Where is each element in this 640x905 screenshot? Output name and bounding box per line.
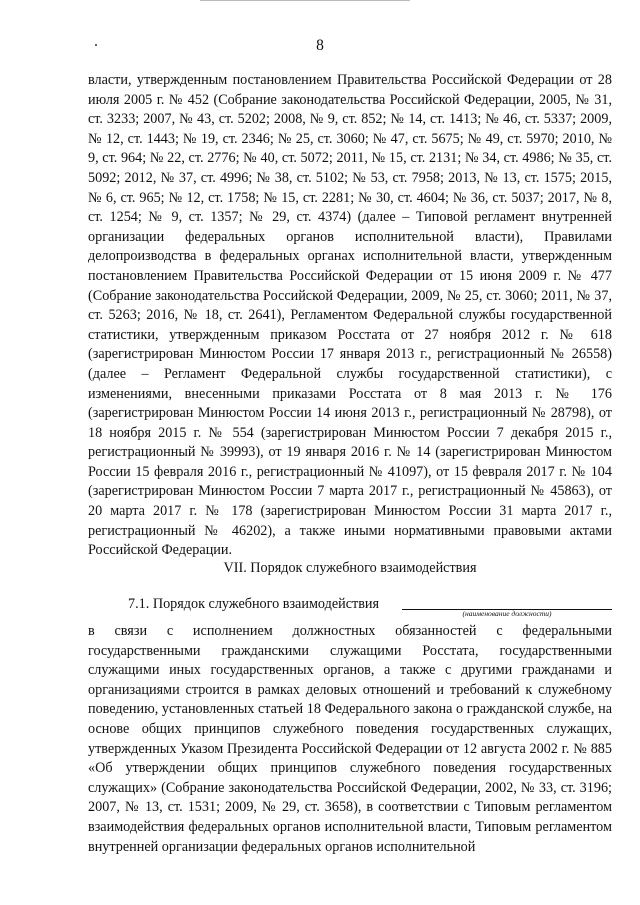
body-text-block [88,71,612,561]
scan-speck [95,44,97,46]
subsection-label: 7.1. Порядок служебного взаимодействия [128,596,380,612]
page-number: 8 [316,37,324,54]
position-name-caption: (наименование должности) [462,609,552,618]
body-text-block-2 [88,622,612,857]
paragraph-2: в связи с исполнением должностных обязанностей с федеральными государственными гражданскими служащими Росстата, государственными служащими иных государственных органов, а также с другими гражданами и организациями строится в рамках деловых отношений и требований к служебному поведению, установленных статьей 18 Федерального закона о гражданской службе, на основе общих принципов служебного поведения государственных служащих, утвержденных Указом Президента Российской Федерации от 12 августа 2002 г. № 885 «Об утверждении общих принципов служебного поведения государственных служащих» (Собрание законодательства Российской Федерации, 2002, № 33, ст. 3196; 2007, № 13, ст. 1531; 2009, № 29, ст. 3658), в соответствии с Типовым регламентом взаимодействия федеральных органов исполнительной власти, Типовым регламентом внутренней организации федеральных органов исполнительной [88,623,612,855]
section-heading: VII. Порядок служебного взаимодействия [223,560,477,576]
paragraph-1: власти, утвержденным постановлением Правительства Российской Федерации от 28 июля 2005 г. № 452 (Собрание законодательства Российской Федерации, 2005, № 31, ст. 3233; 2007, № 43, ст. 5202; 2008, № 9, ст. 852; № 14, ст. 1413; № 46, ст. 5337; 2009, № 12, ст. 1443; № 19, ст. 2346; № 25, ст. 3060; № 47, ст. 5675; № 49, ст. 5970; 2010, № 9, ст. 964; № 22, ст. 2776; № 40, ст. 5072; 2011, № 15, ст. 2131; № 34, ст. 4986; № 35, ст. 5092; 2012, № 37, ст. 4996; № 38, ст. 5102; № 53, ст. 7958; 2013, № 13, ст. 1575; 2015, № 6, ст. 965; № 12, ст. 1758; № 15, ст. 2281; № 30, ст. 4604; № 36, ст. 5037; 2017, № 8, ст. 1254; № 9, ст. 1357; № 29, ст. 4374) (далее – Типовой регламент внутренней организации федеральных органов исполнительной власти), Правилами делопроизводства в федеральных органах исполнительной власти, утвержденным постановлением Правительства Российской Федерации от 15 июня 2009 г. № 477 (Собрание законодательства Российской Федерации, 2009, № 25, ст. 3060; 2011, № 37, ст. 5263; 2016, № 18, ст. 2641), Регламентом Федеральной службы государственной статистики, утвержденным приказом Росстата от 27 ноября 2012 г. № 618 (зарегистрирован Минюстом России 17 января 2013 г., регистрационный № 26558) (далее – Регламент Федеральной службы государственной статистики), с изменениями, внесенными приказами Росстата от 8 мая 2013 г. № 176 (зарегистрирован Минюстом России 14 июня 2013 г., регистрационный № 28798), от 18 ноября 2015 г. № 554 (зарегистрирован Минюстом России 7 декабря 2015 г., регистрационный № 39993), от 19 января 2016 г. № 14 (зарегистрирован Минюстом России 15 февраля 2016 г., регистрационный № 41097), от 15 февраля 2017 г. № 104 (зарегистрирован Минюстом России 7 марта 2017 г., регистрационный № 45863), от 20 марта 2017 г. № 178 (зарегистрирован Минюстом России 31 марта 2017 г., регистрационный № 46202), а также иными нормативными правовыми актами Российской Федерации. [88,72,612,559]
scan-artifact-line [200,0,410,1]
